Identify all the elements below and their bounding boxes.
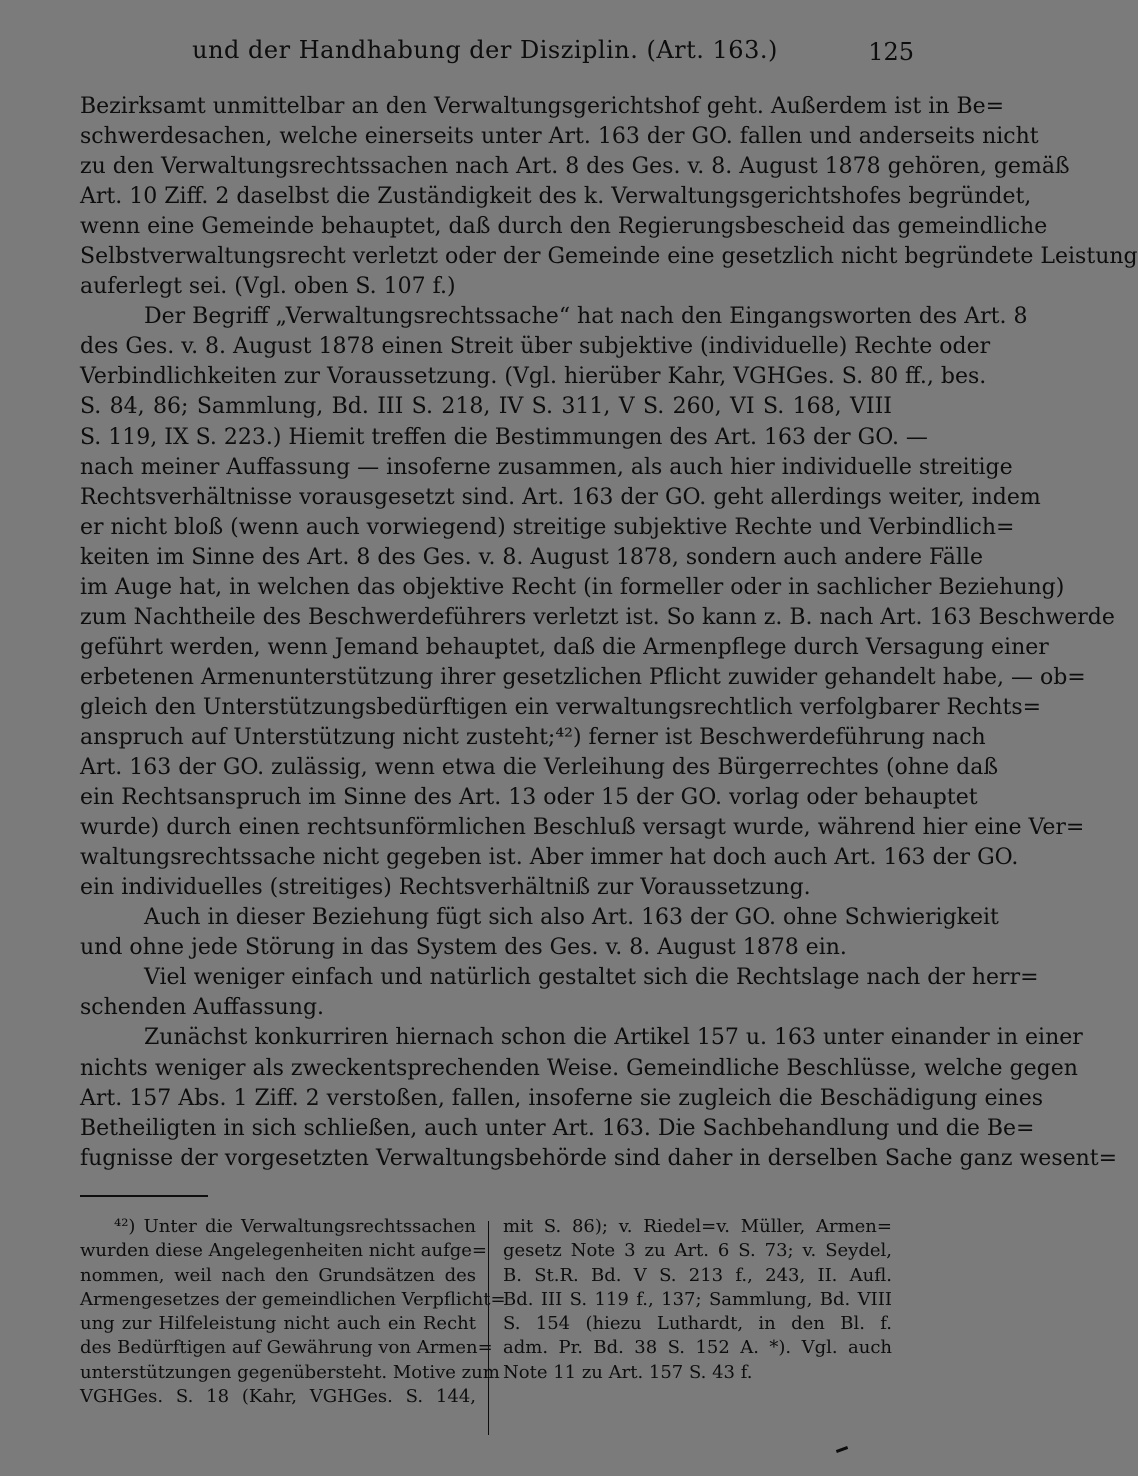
body-line: Betheiligten in sich schließen, auch unter Art. 163. Die Sachbehandlung und die Be=	[80, 1115, 1035, 1141]
print-speck	[836, 1446, 848, 1453]
footnote-line: Note 11 zu Art. 157 S. 43 f.	[503, 1361, 753, 1383]
footnote-line: Armengesetzes der gemeindlichen Verpflicht=	[80, 1288, 506, 1310]
footnote-line: Bd. III S. 119 f., 137; Sammlung, Bd. VIII	[503, 1288, 892, 1310]
body-line: keiten im Sinne des Art. 8 des Ges. v. 8. August 1878, sondern auch andere Fälle	[80, 544, 983, 570]
body-line: schwerdesachen, welche einerseits unter Art. 163 der GO. fallen und anderseits nicht	[80, 124, 1039, 150]
running-header	[80, 36, 914, 76]
body-line: nichts weniger als zweckentsprechenden Weise. Gemeindliche Beschlüsse, welche gegen	[80, 1055, 1078, 1081]
footnote-line: wurden diese Angelegenheiten nicht aufge=	[80, 1240, 488, 1262]
body-line: Art. 157 Abs. 1 Ziff. 2 verstoßen, fallen, insoferne sie zugleich die Beschädigung eines	[80, 1085, 1044, 1111]
body-line: und ohne jede Störung in das System des Ges. v. 8. August 1878 ein.	[80, 935, 847, 961]
footnote-line: mit S. 86); v. Riedel=v. Müller, Armen=	[503, 1216, 892, 1237]
body-line: Bezirksamt unmittelbar an den Verwaltungsgerichtshof geht. Außerdem ist in Be=	[80, 94, 1005, 119]
body-line: S. 119, IX S. 223.) Hiemit treffen die Bestimmungen des Art. 163 der GO. —	[80, 424, 928, 450]
body-line: Auch in dieser Beziehung fügt sich also Art. 163 der GO. ohne Schwierigkeit	[144, 905, 999, 931]
body-line: er nicht bloß (wenn auch vorwiegend) streitige subjektive Rechte und Verbindlich=	[80, 514, 1015, 540]
body-line: Zunächst konkurriren hiernach schon die Artikel 157 u. 163 unter einander in einer	[144, 1025, 1083, 1051]
body-line: S. 84, 86; Sammlung, Bd. III S. 218, IV S. 311, V S. 260, VI S. 168, VIII	[80, 394, 892, 420]
body-line: gleich den Unterstützungsbedürftigen ein verwaltungsrechtlich verfolgbarer Rechts=	[80, 694, 1042, 720]
body-line: Der Begriff „Verwaltungsrechtssache“ hat nach den Eingangsworten des Art. 8	[144, 304, 1028, 330]
footnote-line: des Bedürftigen auf Gewährung von Armen=	[80, 1337, 493, 1359]
footnote-separator	[80, 1195, 208, 1197]
footnote-line: S. 154 (hiezu Luthardt, in den Bl. f.	[503, 1313, 892, 1335]
body-line: auferlegt sei. (Vgl. oben S. 107 f.)	[80, 274, 456, 300]
body-line: ein Rechtsanspruch im Sinne des Art. 13 oder 15 der GO. vorlag oder behauptet	[80, 785, 978, 811]
body-line: wenn eine Gemeinde behauptet, daß durch den Regierungsbescheid das gemeindliche	[80, 214, 1048, 240]
footnote-line: ung zur Hilfeleistung nicht auch ein Recht	[80, 1313, 476, 1335]
footnote-line: VGHGes. S. 18 (Kahr, VGHGes. S. 144,	[80, 1386, 476, 1408]
footnote-column-right	[503, 1215, 892, 1385]
body-line: im Auge hat, in welchen das objektive Recht (in formeller oder in sachlicher Beziehung)	[80, 574, 1065, 600]
body-line: Rechtsverhältnisse vorausgesetzt sind. Art. 163 der GO. geht allerdings weiter, indem	[80, 484, 1041, 510]
body-line: Selbstverwaltungsrecht verletzt oder der Gemeinde eine gesetzlich nicht begründete Leistung	[80, 244, 1138, 270]
footnote-line: unterstützungen gegenübersteht. Motive zum	[80, 1361, 500, 1383]
page-number: 125	[868, 38, 914, 66]
footnote-line: adm. Pr. Bd. 38 S. 152 A. *). Vgl. auch	[503, 1337, 892, 1359]
running-title: und der Handhabung der Disziplin. (Art. 163.)	[192, 36, 778, 64]
body-line: Art. 10 Ziff. 2 daselbst die Zuständigkeit des k. Verwaltungsgerichtshofes begründet,	[80, 184, 1032, 210]
body-line: wurde) durch einen rechtsunförmlichen Beschluß versagt wurde, während hier eine Ver=	[80, 815, 1085, 841]
body-line: waltungsrechtssache nicht gegeben ist. Aber immer hat doch auch Art. 163 der GO.	[80, 845, 1019, 871]
footnote-line: B. St.R. Bd. V S. 213 f., 243, II. Aufl.	[503, 1264, 892, 1286]
body-line: geführt werden, wenn Jemand behauptet, daß die Armenpflege durch Versagung einer	[80, 634, 1049, 660]
body-line: Verbindlichkeiten zur Voraussetzung. (Vgl. hierüber Kahr, VGHGes. S. 80 ff., bes.	[80, 364, 987, 390]
footnote-line: nommen, weil nach den Grundsätzen des	[80, 1264, 476, 1286]
body-line: erbetenen Armenunterstützung ihrer gesetzlichen Pflicht zuwider gehandelt habe, — ob=	[80, 664, 1086, 690]
footnote-column-left	[80, 1215, 506, 1409]
column-divider	[488, 1221, 489, 1435]
body-line: anspruch auf Unterstützung nicht zusteht;⁴²) ferner ist Beschwerdeführung nach	[80, 724, 986, 750]
body-line: nach meiner Auffassung — insoferne zusammen, als auch hier individuelle streitige	[80, 454, 1013, 480]
body-line: Viel weniger einfach und natürlich gestaltet sich die Rechtslage nach der herr=	[144, 965, 1039, 991]
body-line: des Ges. v. 8. August 1878 einen Streit über subjektive (individuelle) Rechte oder	[80, 334, 991, 360]
body-line: ein individuelles (streitiges) Rechtsverhältniß zur Voraussetzung.	[80, 875, 811, 901]
body-line: Art. 163 der GO. zulässig, wenn etwa die Verleihung des Bürgerrechtes (ohne daß	[80, 755, 999, 781]
footnote-line: gesetz Note 3 zu Art. 6 S. 73; v. Seydel,	[503, 1240, 892, 1262]
body-line: zum Nachtheile des Beschwerdeführers verletzt ist. So kann z. B. nach Art. 163 Beschwerde	[80, 604, 1115, 630]
body-text	[80, 92, 1138, 1174]
footnote-line: ⁴²) Unter die Verwaltungsrechtssachen	[114, 1216, 476, 1237]
body-line: schenden Auffassung.	[80, 995, 325, 1021]
body-line: zu den Verwaltungsrechtssachen nach Art. 8 des Ges. v. 8. August 1878 gehören, gemäß	[80, 154, 1070, 180]
body-line: fugnisse der vorgesetzten Verwaltungsbehörde sind daher in derselben Sache ganz wesent=	[80, 1145, 1118, 1171]
footnote-section	[80, 1215, 892, 1435]
